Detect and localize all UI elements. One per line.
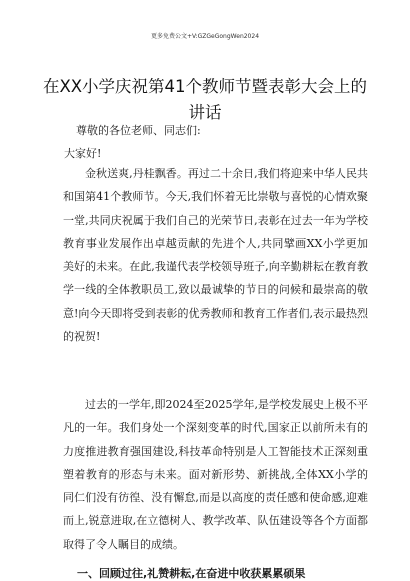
paragraph-review: 过去的一学年,即2024至2025学年,是学校发展史上极不平凡的一年。我们身处一个深刻变革的时代,国家正以前所未有的力度推进教育强国建设,科技革命特别是人工智能技术正深刻重塑着教育的形态与未来。面对新形势、新挑战,全体XX小学的同仁们没有彷徨、没有懈怠,而是以高度的责任感和使命感,迎难而上,锐意进取,在立德树人、教学改革、队伍建设等各个方面都取得了令人瞩目的成绩。 — [63, 398, 368, 551]
paragraph-opening: 金秋送爽,丹桂飘香。再过二十余日,我们将迎来中华人民共和国第41个教师节。今天,我们怀着无比崇敬与喜悦的心情欢聚一堂,共同庆祝属于我们自己的光荣节日,表彰在过去一年为学校教育事业发展作出卓越贡献的先进个人,共同擘画XX小学更加美好的未来。在此,我谨代表学校领导班子,向辛勤耕耘在教育教学一线的全体教职员工,致以最诚挚的节日的问候和最崇高的敬意!向今天即将受到表彰的优秀教师和教育工作者们,表示最热烈的祝贺! — [63, 167, 368, 344]
page-title: 在XX小学庆祝第41个教师节暨表彰大会上的讲话 — [42, 77, 368, 122]
section-heading: 一、回顾过往,礼赞耕耘,在奋进中收获累累硕果 — [77, 567, 306, 580]
salutation: 尊敬的各位老师、同志们: — [76, 124, 201, 137]
header-note: 更多免费公文+V:GZGeGongWen2024 — [150, 33, 260, 40]
greeting: 大家好! — [64, 147, 102, 160]
